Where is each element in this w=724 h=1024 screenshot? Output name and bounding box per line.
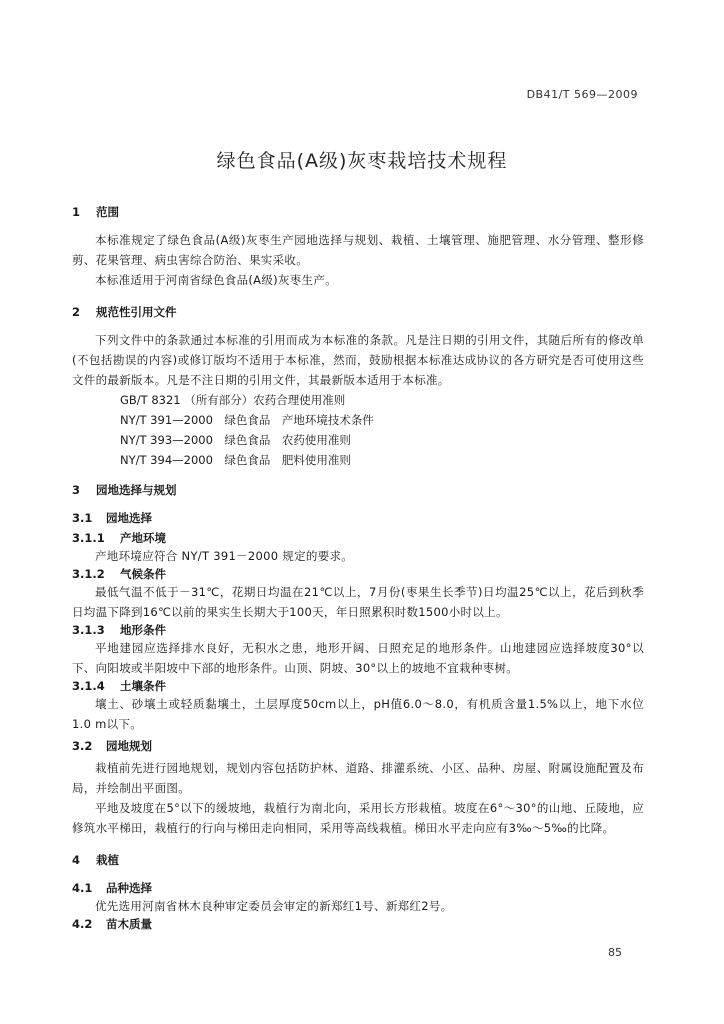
- subsection-heading-4-2: 4.2 苗木质量: [72, 917, 152, 931]
- paragraph: 本标准规定了绿色食品(A级)灰枣生产园地选择与规划、栽植、土壤管理、施肥管理、水分管理、整形修剪、花果管理、病虫害综合防治、果实采收。: [72, 233, 644, 267]
- paragraph: 本标准适用于河南省绿色食品(A级)灰枣生产。: [95, 273, 337, 287]
- paragraph: 平地建园应选择排水良好，无积水之患，地形开阔、日照充足的地形条件。山地建园应选择坡度30°以下、向阳坡或半阳坡中下部的地形条件。山顶、阴坡、30°以上的坡地不宜栽种枣树。: [72, 641, 644, 675]
- paragraph: 栽植前先进行园地规划，规划内容包括防护林、道路、排灌系统、小区、品种、房屋、附属设施配置及布局，并绘制出平面图。: [72, 761, 644, 795]
- section-heading-2: 2 规范性引用文件: [72, 305, 177, 319]
- section-heading-1: 1 范围: [72, 205, 119, 219]
- reference-item: NY/T 391—2000 绿色食品 产地环境技术条件: [120, 413, 374, 427]
- reference-item: NY/T 394—2000 绿色食品 肥料使用准则: [120, 453, 351, 467]
- document-body: [72, 204, 644, 932]
- page-number: 85: [608, 946, 622, 959]
- paragraph: 下列文件中的条款通过本标准的引用而成为本标准的条款。凡是注日期的引用文件，其随后所有的修改单(不包括勘误的内容)或修订版均不适用于本标准，然而，鼓励根据本标准达成协议的各方研究是否可使用这些文件的最新版本。凡是不注日期的引用文件，其最新版本适用于本标准。: [72, 333, 644, 387]
- paragraph: 优先选用河南省林木良种审定委员会审定的新郑红1号、新郑红2号。: [95, 899, 453, 913]
- reference-item: GB/T 8321 （所有部分）农药合理使用准则: [120, 393, 346, 407]
- section-heading-3: 3 园地选择与规划: [72, 483, 177, 497]
- document-title: 绿色食品(A级)灰枣栽培技术规程: [216, 150, 508, 172]
- standard-code: DB41/T 569—2009: [526, 88, 638, 101]
- paragraph: 最低气温不低于－31℃，花期日均温在21℃以上，7月份(枣果生长季节)日均温25℃以上，花后到秋季日均温下降到16℃以前的果实生长期大于100天，年日照累积时数1500小时以上。: [72, 585, 644, 619]
- section-heading-4: 4 栽植: [72, 853, 119, 867]
- reference-item: NY/T 393—2000 绿色食品 农药使用准则: [120, 433, 351, 447]
- paragraph: 产地环境应符合 NY/T 391－2000 规定的要求。: [95, 549, 354, 563]
- subsection-heading-3-1-3: 3.1.3 地形条件: [72, 623, 166, 637]
- subsection-heading-3-2: 3.2 园地规划: [72, 739, 152, 753]
- subsection-heading-4-1: 4.1 品种选择: [72, 881, 152, 895]
- paragraph: 壤土、砂壤土或轻质黏壤土，土层厚度50cm以上，pH值6.0～8.0，有机质含量1.5%以上，地下水位1.0 m以下。: [72, 697, 644, 731]
- subsection-heading-3-1-4: 3.1.4 土壤条件: [72, 679, 166, 693]
- paragraph: 平地及坡度在5°以下的缓坡地，栽植行为南北向，采用长方形栽植。坡度在6°～30°的山地、丘陵地，应修筑水平梯田，栽植行的行向与梯田走向相同，采用等高线栽植。梯田水平走向应有3‰～5‰的比降。: [72, 801, 644, 835]
- subsection-heading-3-1: 3.1 园地选择: [72, 511, 152, 525]
- subsection-heading-3-1-2: 3.1.2 气候条件: [72, 567, 166, 581]
- subsection-heading-3-1-1: 3.1.1 产地环境: [72, 531, 166, 545]
